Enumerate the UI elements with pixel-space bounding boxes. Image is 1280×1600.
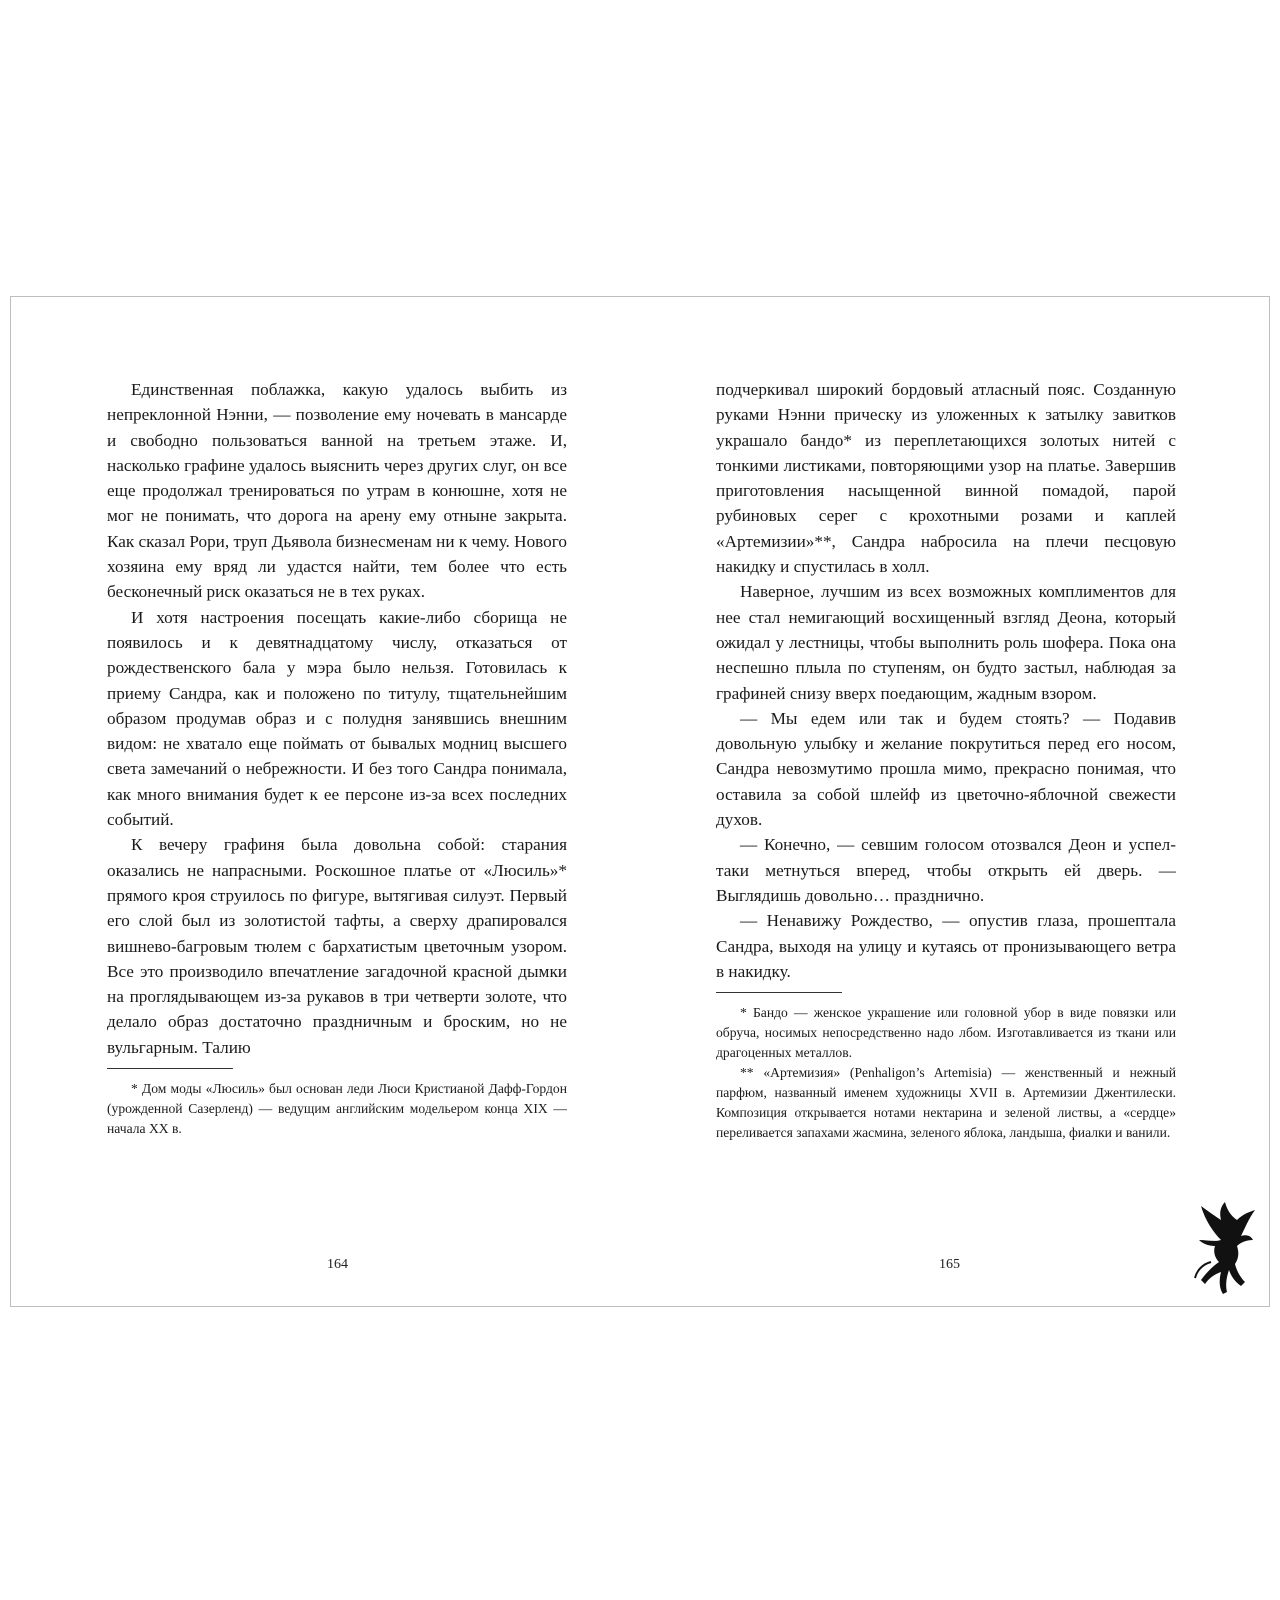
page-number-left: 164 [327,1257,348,1272]
paragraph: — Ненавижу Рождество, — опустив глаза, прошептала Сандра, выходя на улицу и кутаясь от пронизывающего ветра в накидку. [716,911,1176,981]
footnote-divider [716,992,842,993]
footnote: * Бандо — женское украшение или головной убор в виде повязки или обруча, носимых непосредственно надо лбом. Изготавливается из ткани или драгоценных металлов. [716,1005,1176,1061]
footnote: * Дом моды «Люсиль» был основан леди Люси Кристианой Дафф-Гордон (урожденной Сазерленд) — ведущим английским модельером конца XIX — начала XX в. [107,1081,567,1137]
winged-imp-silhouette-icon [1191,1202,1255,1302]
paragraph: подчеркивал широкий бордовый атласный пояс. Созданную руками Нэнни прическу из уложенных к затылку завитков украшало бандо* из переплетающихся золотых нитей с тонкими листиками, повторяющими узор на платье. Завершив приготовления насыщенной винной помадой, парой рубиновых серег с крохотными розами и каплей «Артемизии»**, Сандра набросила на плечи песцовую накидку и спустилась в холл. [716,380,1176,577]
paragraph: Наверное, лучшим из всех возможных комплиментов для нее стал немигающий восхищенный взгляд Деона, который ожидал у лестницы, чтобы выполнить роль шофера. Пока она неспешно плыла по ступеням, он будто застыл, наблюдая за графиней снизу вверх поедающим, жадным взором. [716,582,1176,703]
paragraph: Единственная поблажка, какую удалось выбить из непреклонной Нэнни, — позволение ему ночевать в мансарде и свободно пользоваться ванной на третьем этаже. И, насколько графине удалось выяснить через других слуг, он все еще продолжал тренироваться по утрам в конюшне, хотя не мог не понимать, что дорога на арену ему отныне закрыта. Как сказал Рори, труп Дьявола бизнесменам ни к чему. Нового хозяина ему вряд ли удастся найти, тем более что есть бесконечный риск оказаться не в тех руках. [107,380,567,602]
left-page-footnotes [107,1079,567,1139]
footnote-divider [107,1068,233,1069]
right-page [716,377,1176,1143]
paragraph: — Мы едем или так и будем стоять? — Подавив довольную улыбку и желание покрутиться перед его носом, Сандра невозмутимо прошла мимо, прекрасно понимая, что оставила за собой шлейф из цветочно-яблочной свежести духов. [716,708,1176,830]
paragraph: К вечеру графиня была довольна собой: старания оказались не напрасными. Роскошное платье от «Люсиль»* прямого кроя струилось по фигуре, вытягивая силуэт. Первый его слой был из золотистой тафты, а сверху драпировался вишнево-багровым тюлем с бархатистым цветочным узором. Все это производило впечатление загадочной красной дымки на проглядывающем из-за рукавов в три четверти золоте, что делало образ достаточно праздничным и броским, но не вульгарным. Талию [107,835,567,1057]
left-page-body [107,377,567,1060]
page-number-right: 165 [939,1257,960,1272]
book-spread [10,296,1270,1307]
footnote: ** «Артемизия» (Penhaligon’s Artemisia) — женственный и нежный парфюм, названный именем художницы XVII в. Артемизии Джентилески. Композиция открывается нотами нектарина и зеленой листвы, а «сердце» переливается запахами жасмина, зеленого яблока, ландыша, фиалки и ванили. [716,1065,1176,1141]
right-page-body [716,377,1176,984]
left-page [107,377,567,1139]
paragraph: — Конечно, — севшим голосом отозвался Деон и успел-таки метнуться вперед, чтобы открыть ей дверь. — Выглядишь довольно… празднично. [716,835,1176,905]
paragraph: И хотя настроения посещать какие-либо сборища не появилось и к девятнадцатому числу, отказаться от рождественского бала у мэра было нельзя. Готовилась к приему Сандра, как и положено по титулу, тщательнейшим образом продумав образ и с полудня занявшись внешним видом: не хватало еще поймать от бывалых модниц высшего света замечаний о небрежности. И без того Сандра понимала, как много внимания будет к ее персоне из-за всех последних событий. [107,607,567,830]
right-page-footnotes [716,1003,1176,1143]
